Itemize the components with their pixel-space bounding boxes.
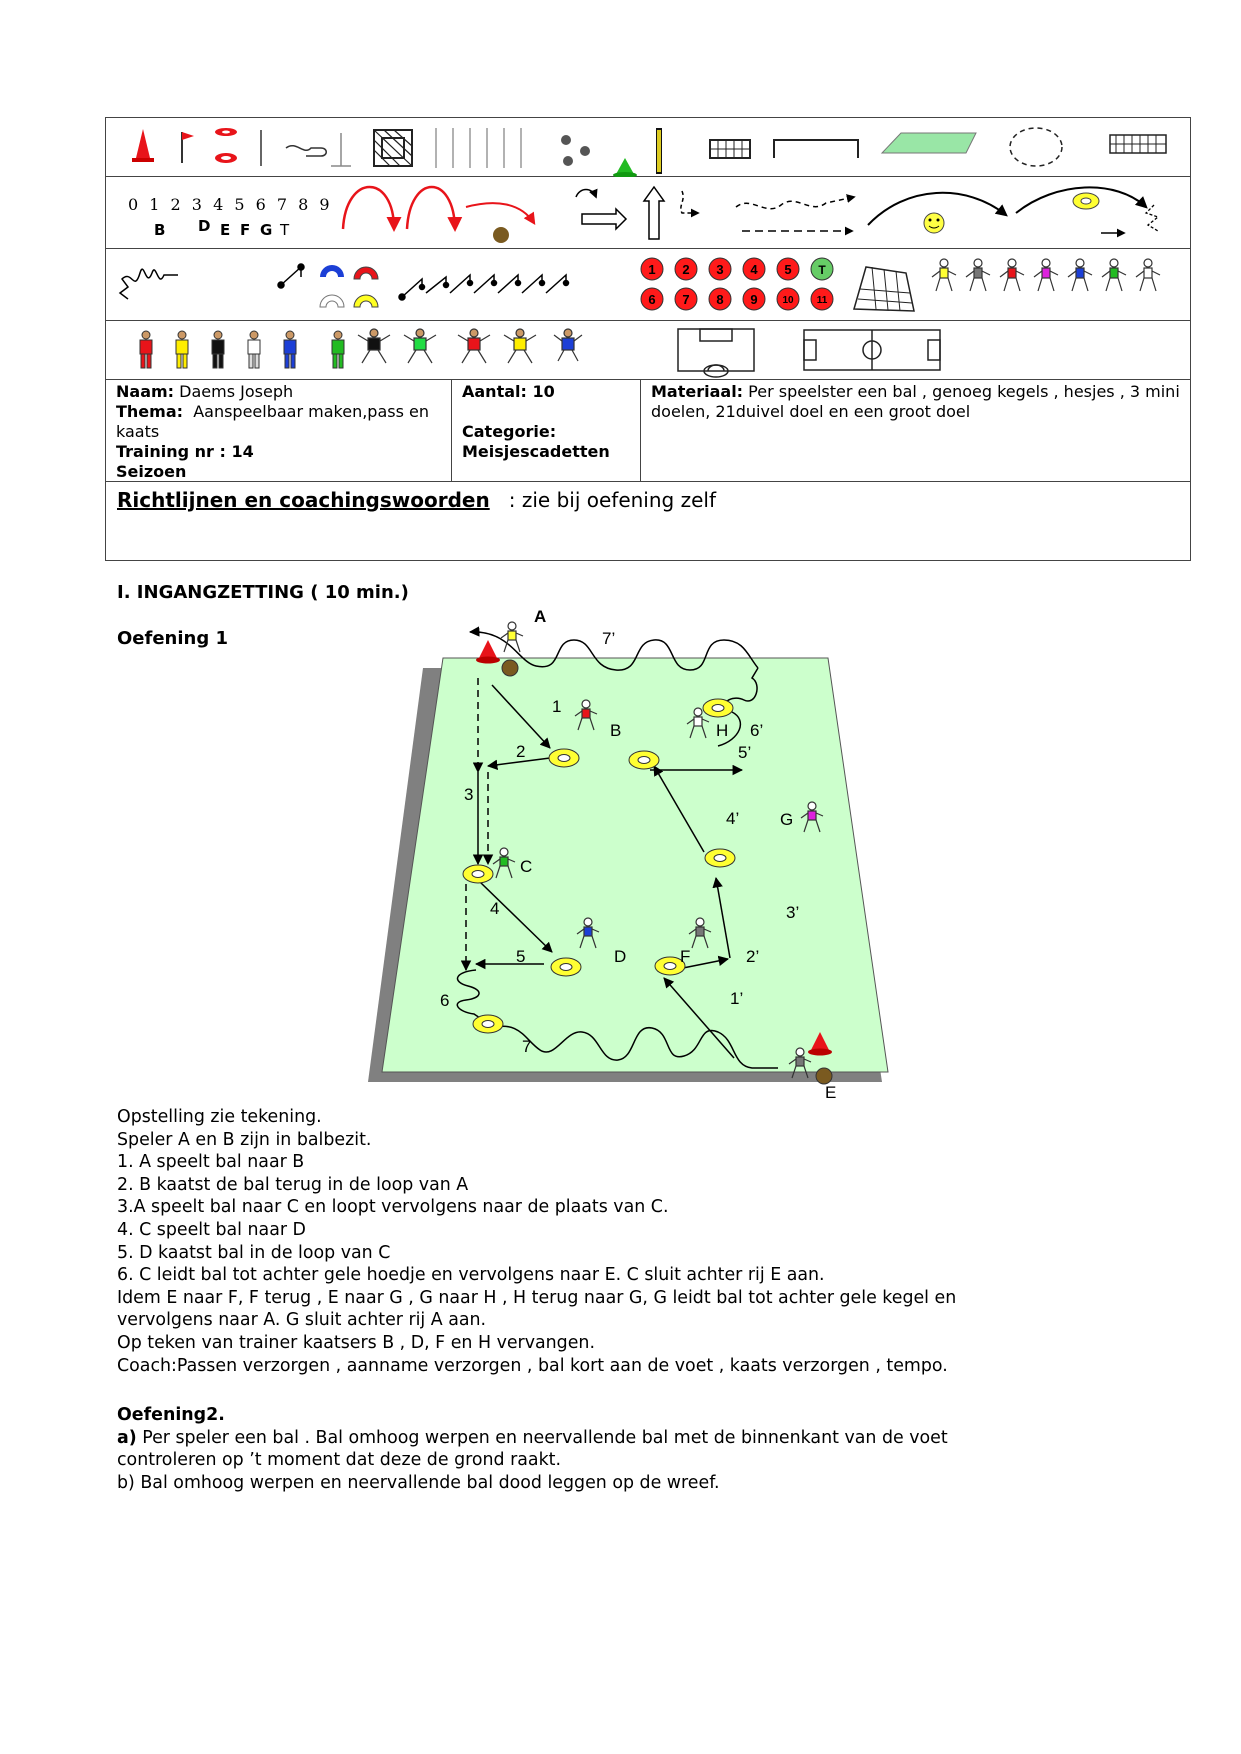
exercise1-line: 2. B kaatst de bal terug in de loop van A	[117, 1174, 469, 1195]
dribble-run-arrow-icon	[736, 197, 854, 209]
pass-chain-icon	[278, 264, 304, 288]
legend-row-tokens	[106, 249, 1190, 321]
thema-value: Aanspeelbaar maken,pass en kaats	[116, 402, 430, 441]
green-cone-icon	[613, 158, 637, 177]
thema-label: Thema:	[116, 402, 184, 421]
exercise2-a-line2: controleren op ’t moment dat deze de grond raakt.	[117, 1450, 561, 1471]
red-number-token-7	[675, 288, 697, 310]
disc-h	[629, 751, 659, 769]
red-number-token-1	[641, 258, 663, 280]
kit-player-icons	[106, 321, 1190, 380]
goal-frame-icon	[774, 140, 858, 158]
white-hat-icon	[320, 295, 344, 307]
player-green-kit-icon	[332, 331, 344, 368]
blue-hat-icon	[320, 265, 344, 277]
exercise1-title: Oefening 1	[117, 628, 229, 649]
goalkeeper-red-icon	[458, 329, 490, 363]
red-number-token-6	[641, 288, 663, 310]
label-e: E	[825, 1083, 837, 1100]
green-token-t	[811, 258, 833, 280]
training-number: Training nr : 14	[116, 442, 254, 461]
exercise1-line: vervolgens naar A. G sluit achter rij A aan.	[117, 1310, 487, 1331]
label-g: G	[780, 810, 794, 829]
label-step-5-prime: 5’	[738, 743, 752, 762]
player-white-icon	[1136, 259, 1160, 291]
red-hat-icon	[354, 267, 378, 279]
exercise1-line: 5. D kaatst bal in de loop van C	[117, 1242, 391, 1263]
smiley-icon	[924, 213, 944, 233]
exercise2-a-line1: Per speler een bal . Bal omhoog werpen en neervallende bal met de binnenkant van de voet	[142, 1427, 948, 1448]
svg-text:8: 8	[716, 292, 724, 307]
exercise1-line: 4. C speelt bal naar D	[117, 1219, 306, 1240]
player-white-kit-icon	[248, 331, 260, 368]
exercise1-diagram	[360, 600, 920, 1100]
session-info-row	[106, 380, 1190, 482]
guidelines-text: : zie bij oefening zelf	[508, 488, 716, 512]
curved-pass-arrow-icon	[466, 203, 534, 223]
player-blue-icon	[1068, 259, 1092, 291]
label-step-1-prime: 1’	[730, 989, 744, 1008]
guidelines-row	[106, 482, 1190, 560]
field-zone-icon	[882, 133, 976, 153]
label-f: F	[680, 947, 691, 966]
player-blue-kit-icon	[284, 331, 296, 368]
exercise2-section	[117, 1404, 948, 1494]
turn-arrow-icon	[576, 190, 596, 198]
legend-row-equipment	[106, 118, 1190, 177]
label-step-6-prime: 6’	[750, 721, 764, 740]
svg-text:5: 5	[784, 262, 792, 277]
categorie-value: Meisjescadetten	[462, 442, 610, 461]
label-h: H	[716, 721, 729, 740]
svg-text:3: 3	[716, 262, 724, 277]
exercise1-line: Speler A en B zijn in balbezit.	[117, 1129, 372, 1150]
guidelines-title: Richtlijnen en coachingswoorden	[117, 488, 490, 512]
wall-icon	[1110, 135, 1166, 153]
kit-players	[140, 331, 344, 368]
materiaal-value: Per speelster een bal , genoeg kegels , hesjes , 3 mini doelen, 21duivel doel en een groot doel	[651, 382, 1180, 421]
svg-text:4: 4	[750, 262, 758, 277]
flag-icon	[182, 132, 194, 163]
ball-icon	[493, 227, 509, 243]
red-number-token-11	[811, 288, 833, 310]
rebounder-net-icon	[854, 267, 914, 311]
player-magenta-icon	[1034, 259, 1058, 291]
label-a: A	[534, 607, 547, 626]
token-icons	[106, 249, 1190, 321]
label-step-6: 6	[440, 991, 450, 1010]
svg-text:9: 9	[750, 292, 758, 307]
label-step-7-prime: 7’	[602, 629, 616, 648]
label-c: C	[520, 857, 533, 876]
block-arrow-up-icon	[644, 187, 664, 239]
lob-pass-arrow-icon-2	[407, 187, 455, 229]
legend-letter-t: T	[280, 221, 290, 239]
exercise1-line: 6. C leidt bal tot achter gele hoedje en vervolgens naar E. C sluit achter rij E aan.	[117, 1265, 825, 1286]
legend-numbers: 0 1 2 3 4 5 6 7 8 9	[128, 195, 333, 214]
disc-g	[705, 849, 735, 867]
red-number-token-5	[777, 258, 799, 280]
players-colored-icons	[932, 259, 1160, 291]
svg-text:1: 1	[648, 262, 656, 277]
yellow-hat-icon	[354, 295, 378, 307]
goalkeepers	[358, 329, 582, 363]
movement-icons	[106, 177, 1190, 249]
svg-text:T: T	[818, 263, 826, 277]
materiaal-label: Materiaal:	[651, 382, 744, 401]
legend-letter-b: B	[154, 221, 166, 239]
naam-value: Daems Joseph	[179, 382, 294, 401]
label-step-2: 2	[516, 742, 526, 761]
legend-letter-f: F	[240, 221, 251, 239]
exercise1-line: Opstelling zie tekening.	[117, 1107, 322, 1127]
player-black-kit-icon	[212, 331, 224, 368]
disc-b	[549, 749, 579, 767]
legend-letter-e: E	[220, 221, 231, 239]
square-zone-icon	[374, 130, 412, 166]
player-yellow-kit-icon	[176, 331, 188, 368]
ball-a	[502, 660, 518, 676]
legend-row-players	[106, 321, 1190, 380]
trainer-info-cell	[106, 380, 452, 481]
full-pitch-icon	[804, 330, 940, 370]
half-pitch-icon	[678, 329, 754, 377]
poles-row-icon	[436, 128, 521, 168]
player-red-kit-icon	[140, 331, 152, 368]
goalkeeper-yellow-icon	[504, 329, 536, 363]
exercise2-title: Oefening2.	[117, 1405, 225, 1425]
exercise1-line: Op teken van trainer kaatsers B , D, F en H vervangen.	[117, 1332, 595, 1353]
disc-6-prime	[703, 699, 733, 717]
yellow-disc-icon	[1073, 193, 1099, 209]
label-b: B	[610, 721, 622, 740]
ball-e	[816, 1068, 832, 1084]
group-info-cell	[452, 380, 641, 481]
red-number-token-2	[675, 258, 697, 280]
categorie-label: Categorie:	[462, 422, 557, 441]
exercise1-line: 3.A speelt bal naar C en loopt vervolgens naar de plaats van C.	[117, 1197, 669, 1218]
red-number-token-3	[709, 258, 731, 280]
goal-post-icon	[656, 128, 662, 174]
dashed-turn-arrow-icon	[681, 191, 698, 213]
cone-icon	[132, 129, 154, 162]
label-step-3-prime: 3’	[786, 903, 800, 922]
exercise2-b-line: b) Bal omhoog werpen en neervallende bal dood leggen op de wreef.	[117, 1472, 720, 1493]
player-red-icon	[1000, 259, 1024, 291]
naam-label: Naam:	[116, 382, 175, 401]
pass-sequence-icon	[399, 275, 569, 300]
material-info-cell	[641, 380, 1190, 481]
lob-pass-arrow-icon	[343, 187, 394, 229]
svg-text:10: 10	[782, 295, 794, 306]
player-green-icon	[1102, 259, 1126, 291]
dashed-zone-icon	[1010, 128, 1062, 166]
training-field	[382, 658, 888, 1072]
red-number-token-8	[709, 288, 731, 310]
disc-6	[473, 1015, 503, 1033]
legend-letter-g: G	[260, 221, 273, 239]
label-step-4-prime: 4’	[726, 809, 740, 828]
aantal-label: Aantal: 10	[462, 382, 555, 401]
label-step-5: 5	[516, 947, 526, 966]
svg-text:7: 7	[682, 292, 690, 307]
goalkeeper-blue-icon	[554, 329, 582, 361]
red-number-token-10	[777, 288, 799, 310]
player-grey-icon	[966, 259, 990, 291]
zigzag-dashed-icon	[1146, 205, 1158, 231]
goalkeeper-green-icon	[404, 329, 436, 363]
label-d: D	[614, 947, 627, 966]
disc-d	[551, 958, 581, 976]
seizoen-label: Seizoen	[116, 462, 187, 481]
red-number-token-4	[743, 258, 765, 280]
legend-letter-d: D	[198, 217, 211, 235]
exercise1-line: Idem E naar F, F terug , E naar G , G naar H , H terug naar G, G leidt bal tot achter gele kegel en	[117, 1287, 957, 1308]
cone-red-a	[476, 640, 500, 664]
mannequin-pole-icon	[331, 133, 351, 166]
legend-row-movements	[106, 177, 1190, 249]
label-step-2-prime: 2’	[746, 947, 760, 966]
hurdle-path-icon	[286, 146, 326, 156]
exercise2-a-label: a)	[117, 1427, 137, 1448]
block-arrow-right-icon	[582, 209, 626, 229]
player-yellow-icon	[932, 259, 956, 291]
session-header-table	[105, 117, 1191, 561]
balls-icon	[561, 135, 590, 166]
exercise1-line: Coach:Passen verzorgen , aanname verzorgen , bal kort aan de voet , kaats verzorgen , tempo.	[117, 1355, 948, 1376]
label-step-4: 4	[490, 899, 500, 918]
disc-stack-icon	[215, 128, 237, 163]
net-goal-icon	[710, 140, 750, 158]
section-title: I. INGANGZETTING ( 10 min.)	[117, 582, 409, 603]
svg-text:11: 11	[816, 295, 828, 306]
svg-text:6: 6	[648, 292, 656, 307]
exercise1-line: 1. A speelt bal naar B	[117, 1152, 305, 1173]
svg-text:2: 2	[682, 262, 690, 277]
disc-c	[463, 865, 493, 883]
label-step-7: 7	[522, 1037, 532, 1056]
red-number-token-9	[743, 288, 765, 310]
label-step-1: 1	[552, 697, 562, 716]
dribble-zigzag-icon	[120, 269, 178, 299]
label-step-3: 3	[464, 785, 474, 804]
goalkeeper-black-icon	[358, 329, 390, 363]
exercise1-description	[117, 1106, 956, 1377]
equipment-icons	[106, 118, 1190, 177]
